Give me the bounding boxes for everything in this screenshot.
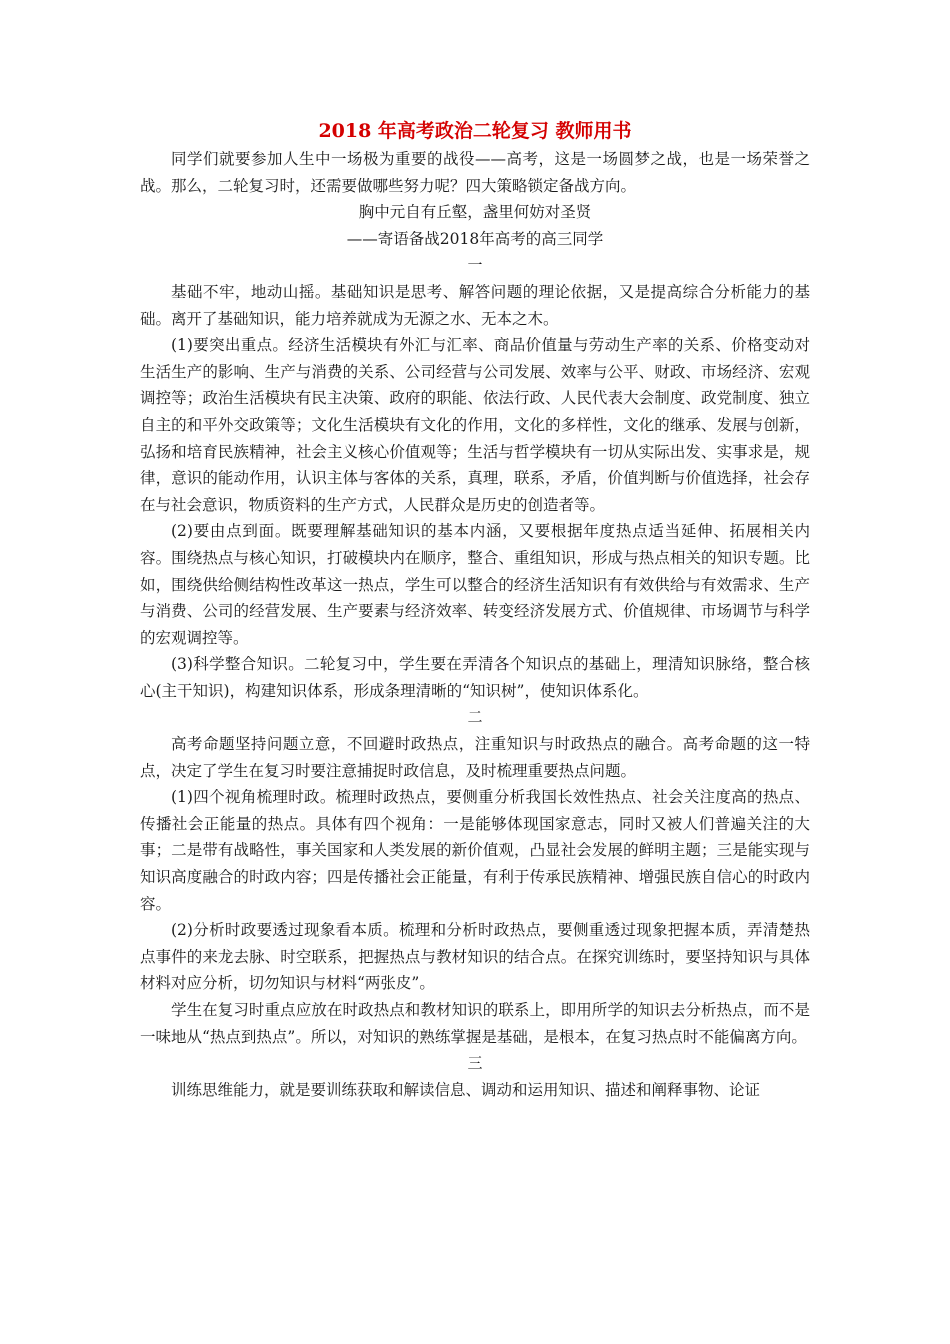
section-heading-three: 三: [467, 1054, 483, 1073]
section-one-paragraph: 基础不牢，地动山摇。基础知识是思考、解答问题的理论依据，又是提高综合分析能力的基础。离开了基础知识，能力培养就成为无源之水、无本之木。: [140, 282, 810, 328]
section-one-paragraph: (3)科学整合知识。二轮复习中，学生要在弄清各个知识点的基础上，理清知识脉络，整合核心(主干知识)，构建知识体系，形成条理清晰的“知识树”，使知识体系化。: [140, 655, 810, 700]
section-three-paragraph: 训练思维能力，就是要训练获取和解读信息、调动和运用知识、描述和阐释事物、论证: [171, 1080, 761, 1099]
section-one-paragraph: (2)要由点到面。既要理解基础知识的基本内涵，又要根据年度热点适当延伸、拓展相关内容。围绕热点与核心知识，打破模块内在顺序，整合、重组知识，形成与热点相关的知识专题。比如，围绕供给侧结构性改革这一热点，学生可以整合的经济生活知识有有效供给与有效需求、生产与消费、公司的经营发展、生产要素与经济效率、转变经济发展方式、价值规律、市场调节与科学的宏观调控等。: [140, 522, 810, 647]
section-heading-one: 一: [467, 256, 483, 275]
section-one-paragraph: (1)要突出重点。经济生活模块有外汇与汇率、商品价值量与劳动生产率的关系、价格变动对生活生产的影响、生产与消费的关系、公司经营与公司发展、效率与公平、财政、市场经济、宏观调控等；政治生活模块有民主决策、政府的职能、依法行政、人民代表大会制度、政党制度、独立自主的和平外交政策等；文化生活模块有文化的作用，文化的多样性，文化的继承、发展与创新，弘扬和培育民族精神，社会主义核心价值观等；生活与哲学模块有一切从实际出发、实事求是，规律，意识的能动作用，认识主体与客体的关系，真理，联系，矛盾，价值判断与价值选择，社会存在与社会意识，物质资料的生产方式，人民群众是历史的创造者等。: [140, 336, 810, 514]
poem-line: 胸中元自有丘壑，盏里何妨对圣贤: [358, 203, 592, 222]
document-title: 2018 年高考政治二轮复习 教师用书: [318, 120, 632, 142]
intro-paragraph: 同学们就要参加人生中一场极为重要的战役——高考，这是一场圆梦之战，也是一场荣誉之战。那么，二轮复习时，还需要做哪些努力呢？四大策略锁定备战方向。: [140, 150, 810, 195]
document-page: [140, 118, 810, 1103]
section-two-paragraph: (2)分析时政要透过现象看本质。梳理和分析时政热点，要侧重透过现象把握本质，弄清楚热点事件的来龙去脉、时空联系，把握热点与教材知识的结合点。在探究训练时，要坚持知识与具体材料对应分析，切勿知识与材料“两张皮”。: [140, 921, 810, 993]
section-two-paragraph: (1)四个视角梳理时政。梳理时政热点，要侧重分析我国长效性热点、社会关注度高的热点、传播社会正能量的热点。具体有四个视角：一是能够体现国家意志，同时又被人们普遍关注的大事；二是带有战略性，事关国家和人类发展的新价值观，凸显社会发展的鲜明主题；三是能实现与知识高度融合的时政内容；四是传播社会正能量，有利于传承民族精神、增强民族自信心的时政内容。: [140, 788, 810, 913]
section-two-paragraph: 学生在复习时重点应放在时政热点和教材知识的联系上，即用所学的知识去分析热点，而不是一味地从“热点到热点”。所以，对知识的熟练掌握是基础，是根本，在复习热点时不能偏离方向。: [140, 1001, 810, 1046]
subtitle: ——寄语备战2018年高考的高三同学: [346, 229, 604, 248]
section-two-paragraph: 高考命题坚持问题立意，不回避时政热点，注重知识与时政热点的融合。高考命题的这一特点，决定了学生在复习时要注意捕捉时政信息，及时梳理重要热点问题。: [140, 735, 810, 780]
section-heading-two: 二: [467, 708, 483, 727]
